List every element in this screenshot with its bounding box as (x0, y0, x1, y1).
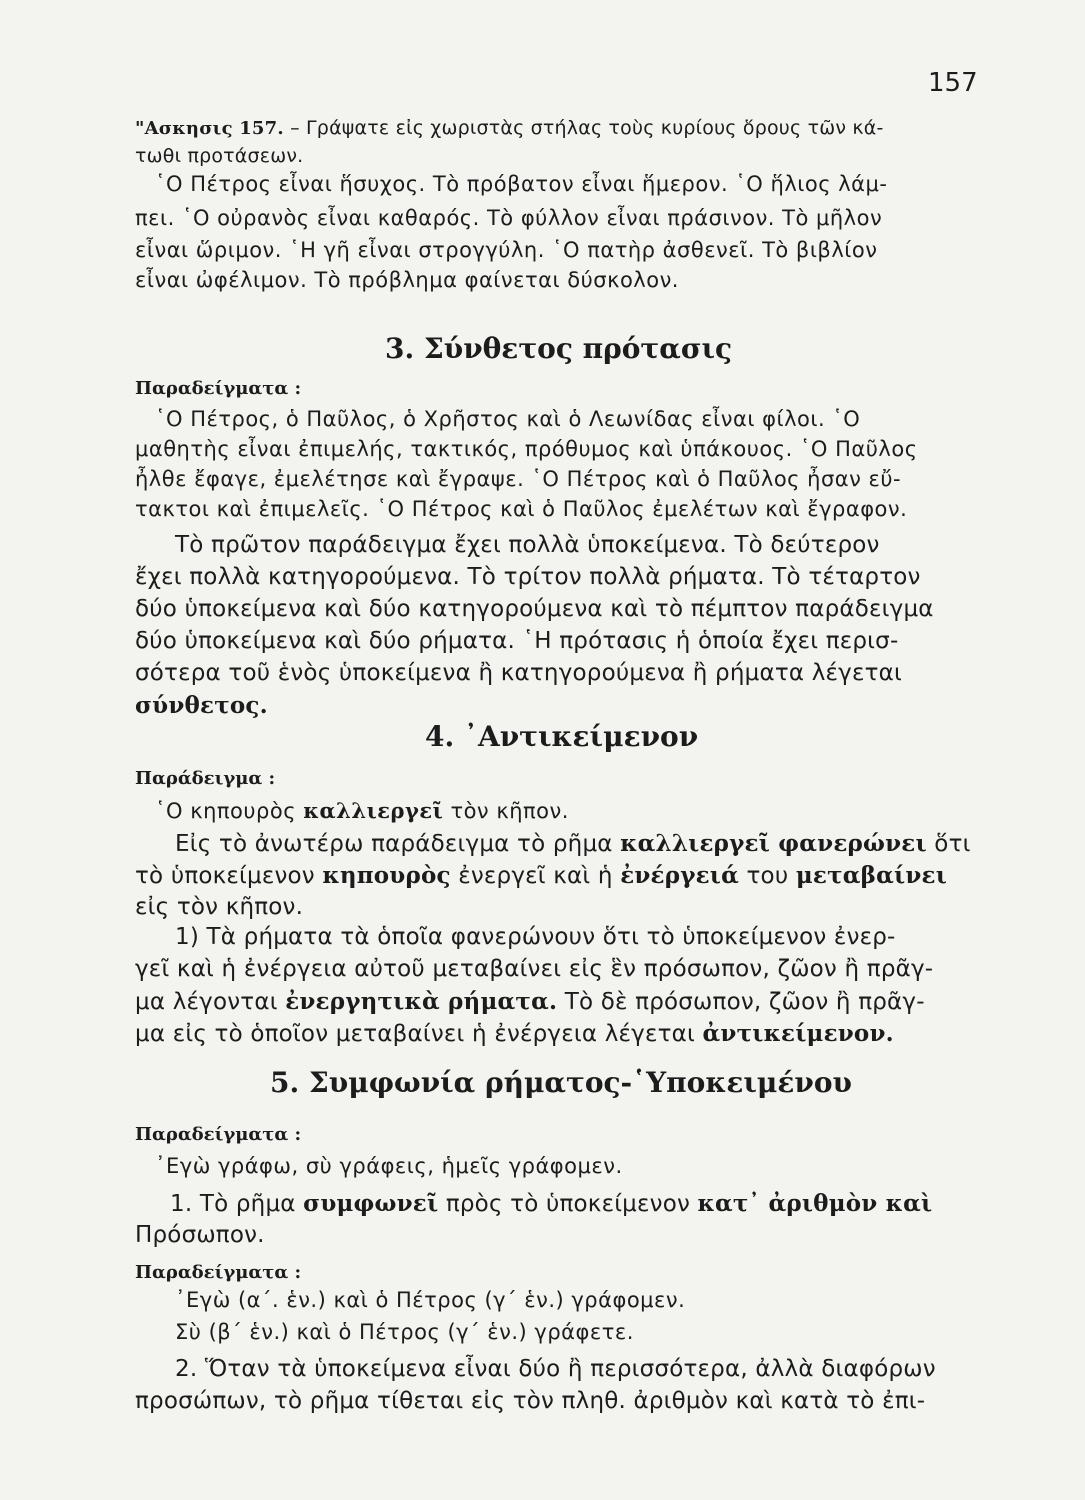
exercise-label: "Ασκησις 157. (135, 118, 284, 139)
term-bold: ἀντικείμενον. (702, 1020, 894, 1047)
page-number: 157 (928, 68, 978, 98)
example-label: Παράδειγμα : (135, 768, 276, 789)
exercise-instruction: – Γράψατε εἰς χωριστὰς στήλας τοὺς κυρίους ὅρους τῶν κά- (283, 117, 884, 139)
paragraph-line: Τὸ πρῶτον παράδειγμα ἔχει πολλὰ ὑποκείμενα. Τὸ δεύτερον (175, 532, 880, 558)
exercise-line: εἶναι ὠφέλιμον. Τὸ πρόβλημα φαίνεται δύσκολον. (135, 268, 679, 292)
paragraph-line: 1. Τὸ ρῆμα συμφωνεῖ πρὸς τὸ ὑποκείμενον κατ᾿ ἀριθμὸν καὶ (170, 1190, 933, 1217)
term-bold: μεταβαίνει (795, 862, 948, 889)
paragraph-line: δύο ὑποκείμενα καὶ δύο ρήματα. ῾Η πρότασις ἡ ὁποία ἔχει περισ- (135, 628, 899, 654)
section-heading: 3. Σύνθετος πρότασις (385, 332, 733, 365)
term-bold: κατ᾿ ἀριθμὸν καὶ (697, 1190, 933, 1217)
exercise-line: πει. ῾Ο οὐρανὸς εἶναι καθαρός. Τὸ φύλλον εἶναι πράσινον. Τὸ μῆλον (135, 206, 883, 230)
section-heading: 5. Συμφωνία ρήματος-῾Υποκειμένου (270, 1066, 852, 1099)
examples-label: Παραδείγματα : (135, 1124, 302, 1145)
paragraph-line: γεῖ καὶ ἡ ἐνέργεια αὐτοῦ μεταβαίνει εἰς ἓν πρόσωπον, ζῶον ἢ πρᾶγ- (135, 956, 934, 982)
paragraph-line: σότερα τοῦ ἑνὸς ὑποκείμενα ἢ κατηγορούμενα ἢ ρήματα λέγεται (135, 660, 903, 686)
example-line: ῾Ο Πέτρος, ὁ Παῦλος, ὁ Χρῆστος καὶ ὁ Λεωνίδας εἶναι φίλοι. ῾Ο (155, 407, 861, 431)
term-bold: καλλιεργεῖ (303, 798, 444, 823)
term-bold: συμφωνεῖ (303, 1190, 439, 1217)
example-line: ἦλθε ἔφαγε, ἐμελέτησε καὶ ἔγραψε. ῾Ο Πέτρος καὶ ὁ Παῦλος ἦσαν εὔ- (135, 467, 902, 491)
term-bold: ἐνεργητικὰ ρήματα. (285, 988, 558, 1015)
paragraph-line: Εἰς τὸ ἀνωτέρω παράδειγμα τὸ ρῆμα καλλιεργεῖ φανερώνει ὅτι (175, 830, 971, 857)
example-line: ᾿Εγὼ γράφω, σὺ γράφεις, ἡμεῖς γράφομεν. (155, 1154, 623, 1178)
paragraph-line: εἰς τὸν κῆπον. (135, 894, 304, 920)
exercise-line: τωθι προτάσεων. (135, 145, 304, 167)
paragraph-line: τὸ ὑποκείμενον κηπουρὸς ἐνεργεῖ καὶ ἡ ἐνέργειά του μεταβαίνει (135, 862, 948, 889)
term-bold: καλλιεργεῖ φανερώνει (620, 830, 927, 857)
section-heading: 4. ᾿Αντικείμενον (425, 720, 699, 753)
paragraph-line: μα εἰς τὸ ὁποῖον μεταβαίνει ἡ ἐνέργεια λέγεται ἀντικείμενον. (135, 1020, 894, 1047)
paragraph-line: Πρόσωπον. (135, 1222, 265, 1248)
exercise-line (135, 117, 884, 139)
example-line: μαθητὴς εἶναι ἐπιμελής, τακτικός, πρόθυμος καὶ ὑπάκουος. ῾Ο Παῦλος (135, 437, 918, 461)
term-bold: σύνθετος. (135, 692, 268, 719)
term-bold: κηπουρὸς (322, 862, 451, 889)
examples-label: Παραδείγματα : (135, 1262, 302, 1283)
example-line: ᾿Εγὼ (α΄. ἑν.) καὶ ὁ Πέτρος (γ΄ ἑν.) γράφομεν. (175, 1288, 686, 1312)
example-line: Σὺ (β΄ ἑν.) καὶ ὁ Πέτρος (γ΄ ἑν.) γράφετε. (175, 1320, 634, 1344)
example-line: ῾Ο κηπουρὸς καλλιεργεῖ τὸν κῆπον. (155, 798, 569, 823)
example-line: τακτοι καὶ ἐπιμελεῖς. ῾Ο Πέτρος καὶ ὁ Παῦλος ἐμελέτων καὶ ἔγραφον. (135, 497, 908, 521)
exercise-line: ῾Ο Πέτρος εἶναι ἥσυχος. Τὸ πρόβατον εἶναι ἥμερον. ῾Ο ἥλιος λάμ- (155, 172, 888, 196)
paragraph-line: μα λέγονται ἐνεργητικὰ ρήματα. Τὸ δὲ πρόσωπον, ζῶον ἢ πρᾶγ- (135, 988, 925, 1015)
paragraph-line: δύο ὑποκείμενα καὶ δύο κατηγορούμενα καὶ τὸ πέμπτον παράδειγμα (135, 596, 934, 622)
paragraph-line: 1) Τὰ ρήματα τὰ ὁποῖα φανερώνουν ὅτι τὸ ὑποκείμενον ἐνερ- (175, 924, 896, 950)
paragraph-line (135, 692, 268, 719)
paragraph-line: ἔχει πολλὰ κατηγορούμενα. Τὸ τρίτον πολλὰ ρήματα. Τὸ τέταρτον (135, 564, 921, 590)
term-bold: ἐνέργειά (620, 862, 739, 889)
examples-label: Παραδείγματα : (135, 378, 302, 399)
paragraph-line: 2. Ὅταν τὰ ὑποκείμενα εἶναι δύο ἢ περισσότερα, ἀλλὰ διαφόρων (175, 1356, 936, 1382)
exercise-line: εἶναι ὥριμον. ῾Η γῆ εἶναι στρογγύλη. ῾Ο πατὴρ ἀσθενεῖ. Τὸ βιβλίον (135, 238, 878, 262)
paragraph-line: προσώπων, τὸ ρῆμα τίθεται εἰς τὸν πληθ. ἀριθμὸν καὶ κατὰ τὸ ἐπι- (135, 1388, 926, 1414)
